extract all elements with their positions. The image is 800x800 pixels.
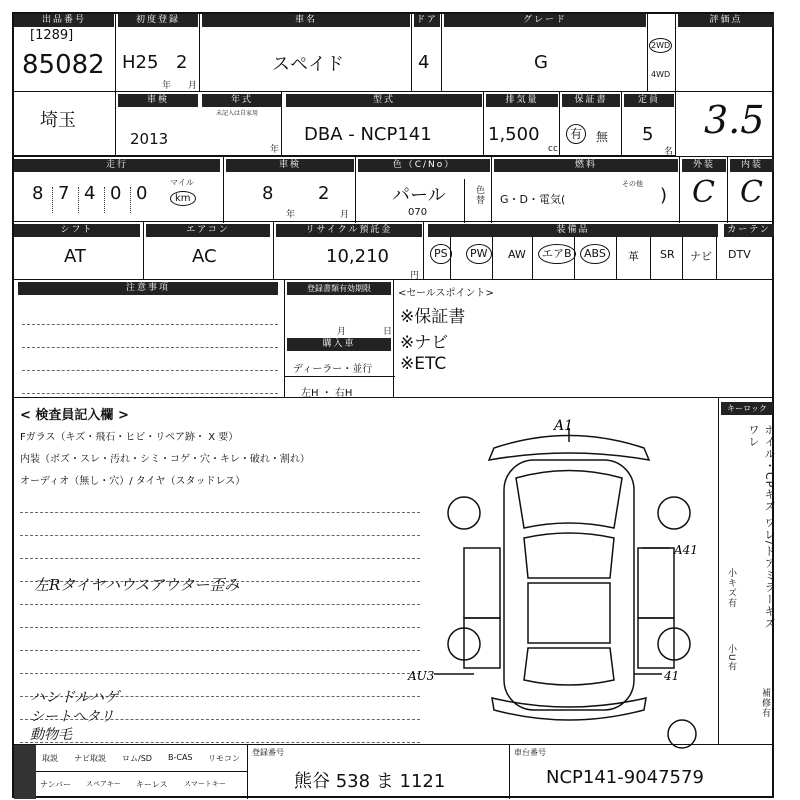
handwritten-note-2: ハンドルハゲ: [30, 688, 119, 706]
displacement-cell: [484, 92, 560, 156]
month-unit: 月: [188, 81, 198, 91]
diagram-label-a41: A41: [674, 543, 698, 557]
cc-unit: cc: [548, 144, 558, 154]
handwritten-note-1: 左Rタイヤハウスアウター歪み: [34, 576, 240, 594]
diagram-label-41: 41: [664, 669, 680, 683]
aircon-cell: [144, 222, 274, 280]
label-model: 型式: [286, 94, 482, 107]
year-unit: 年: [162, 81, 172, 91]
label-inspection2: 車検: [226, 159, 354, 172]
footer-remote: リモコン: [208, 754, 240, 763]
drive-4wd: 4WD: [651, 70, 671, 79]
color-side: [464, 179, 492, 223]
footer-manual: 取説: [42, 754, 58, 763]
inspection-month: 2: [318, 183, 330, 204]
mileage-digit-5: 0: [136, 183, 148, 204]
label-displacement: 排気量: [486, 94, 558, 107]
equipment-airbag: エアB: [538, 244, 576, 264]
footer-keyless: キーレス: [136, 780, 168, 789]
footer-rom-sd: ロム/SD: [122, 754, 152, 763]
label-fuel: 燃料: [494, 159, 678, 172]
expiry-day-unit: 日: [383, 327, 393, 337]
label-equipment: 装備品: [428, 224, 718, 237]
warranty-no: 無: [596, 130, 609, 144]
exterior: C: [692, 175, 715, 210]
model-cell: [282, 92, 484, 156]
label-score: 評価点: [678, 14, 774, 27]
color: パール: [392, 185, 446, 206]
side-panel: [718, 398, 774, 744]
label-year: 年式: [202, 94, 282, 107]
warranty-cell: [560, 92, 622, 156]
equipment-ps: PS: [430, 244, 452, 264]
equipment-navi: ナビ: [690, 250, 712, 263]
diagram-rear-window: [524, 648, 614, 685]
label-color: 色（C/No）: [358, 159, 490, 172]
label-shift: シフト: [14, 224, 140, 237]
label-inspection: 車検: [118, 94, 198, 107]
label-grade: グレード: [444, 14, 646, 27]
footer-chassis: [510, 745, 774, 799]
footer-bcas: B-CAS: [168, 753, 193, 762]
diagram-label-a1: A1: [554, 418, 574, 434]
diagram-body: [504, 460, 634, 710]
displacement: 1,500: [488, 124, 540, 145]
side-panel-sub-1: 小キズ有: [726, 568, 736, 608]
model-year: 2013: [130, 130, 169, 148]
registration-number: 熊谷 538 ま 1121: [294, 771, 446, 792]
sales-point-2: ※ナビ: [400, 333, 449, 353]
interior-cell: [728, 157, 774, 223]
car-name: スペイド: [272, 54, 344, 75]
label-car-name: 車名: [202, 14, 410, 27]
registration-label: 登録番号: [252, 748, 284, 757]
row-2: [14, 92, 676, 156]
label-lot: 出品番号: [14, 14, 114, 27]
exterior-cell: [680, 157, 728, 223]
label-capacity: 定員: [624, 94, 674, 107]
inspection-cell: [224, 157, 356, 223]
equipment-abs: ABS: [580, 244, 610, 264]
diagram-hood: [516, 471, 622, 529]
side-panel-header: キーロック: [721, 402, 773, 415]
shift-cell: [14, 222, 144, 280]
side-panel-text: ホイル・CPキズ ワレ/ドアミラーキズ ワレ: [747, 424, 776, 630]
car-name-cell: [200, 14, 412, 92]
recycle-fee: 10,210: [326, 246, 389, 267]
row-3: [14, 156, 774, 222]
warranty-yes: 有: [566, 124, 586, 144]
label-exterior: 外装: [682, 159, 726, 172]
footer-mark: [14, 745, 36, 799]
equipment-dtv: DTV: [728, 248, 751, 261]
diagram-rear-bumper: [492, 698, 646, 720]
drive-cell: [648, 14, 676, 92]
mileage-digit-2: 7: [58, 183, 70, 204]
inspection-year: 8: [262, 183, 274, 204]
mileage-digit-3: 4: [84, 183, 96, 204]
diagram-left-front-door: [464, 548, 500, 618]
label-interior: 内装: [730, 159, 774, 172]
lot-bracket: [1289]: [30, 28, 74, 43]
car-damage-diagram: [408, 418, 714, 738]
equipment-leather: 革: [628, 250, 639, 263]
doors: 4: [418, 52, 430, 73]
footer-navi-manual: ナビ取説: [74, 754, 106, 763]
capacity-cell: [622, 92, 676, 156]
equipment-cell: [424, 222, 774, 280]
diagram-label-au3: AU3: [408, 669, 435, 683]
fuel-close: ): [660, 185, 668, 206]
equipment-sr: SR: [660, 248, 675, 261]
inspection-year-unit: 年: [286, 210, 296, 220]
inspector-line-1: Fガラス（キズ・飛石・ヒビ・リペア跡・ X 要）: [20, 432, 239, 443]
footer-number-plate: ナンバー: [40, 780, 72, 789]
model-year-unit: 年: [270, 145, 280, 155]
era-year: H25: [122, 52, 159, 73]
inspector-area: [14, 398, 718, 744]
label-registration-expiry: 登録書類有効期限: [287, 282, 391, 295]
footer-spare-key: スペアキー: [86, 780, 121, 788]
reg-month: 2: [176, 52, 188, 73]
chassis-label: 車台番号: [514, 748, 546, 757]
chassis-number: NCP141-9047579: [546, 767, 704, 788]
diagram-wheel-rf: [658, 497, 690, 529]
diagram-roof: [528, 583, 610, 643]
shift: AT: [64, 246, 86, 267]
label-remarks: 注意事項: [18, 282, 278, 295]
fuel-cell: [492, 157, 680, 223]
label-recycle: リサイクル預託金: [276, 224, 422, 237]
mileage-cell: [14, 157, 224, 223]
purchase-value: ディーラー・並行: [293, 364, 373, 375]
unregistered-note: 未記入は自家用: [216, 110, 259, 117]
label-mileage: 走行: [14, 159, 220, 172]
label-aircon: エアコン: [146, 224, 270, 237]
row-4: [14, 222, 774, 280]
equipment-aw: AW: [508, 248, 526, 261]
grade: G: [534, 52, 548, 73]
footer-registration: [248, 745, 510, 799]
inspector-title: < 検査員記入欄 >: [20, 408, 129, 423]
lot-cell: [14, 14, 116, 92]
side-panel-sub-3: 補修有: [760, 688, 770, 718]
notes-row: [14, 280, 774, 398]
remarks-lines: [22, 302, 278, 394]
region-cell: [14, 92, 116, 156]
diagram-wheel-lf: [448, 497, 480, 529]
expiry-month-unit: 月: [337, 327, 347, 337]
color-no: 070: [408, 207, 428, 218]
mileage-digit-1: 8: [32, 183, 44, 204]
diagram-right-front-door: [638, 548, 674, 618]
yen-unit: 円: [410, 271, 420, 281]
drive-2wd: 2WD: [649, 38, 672, 53]
grade-cell: [442, 14, 648, 92]
label-purchase: 購入車: [287, 338, 391, 351]
interior: C: [740, 175, 763, 210]
fuel: G・D・電気(: [500, 193, 566, 206]
diagram-windshield: [524, 533, 614, 578]
door-cell: [412, 14, 442, 92]
footer: [14, 744, 774, 798]
warranty-box: [284, 280, 394, 398]
capacity: 5: [642, 124, 654, 145]
footer-items: [36, 745, 248, 799]
sales-point-1: ※保証書: [400, 307, 466, 327]
year-cell: [116, 92, 282, 156]
auction-sheet: [12, 12, 774, 798]
footer-smart-key: スマートキー: [184, 780, 226, 788]
unit-mile: マイル: [170, 178, 194, 187]
fuel-other: その他: [622, 180, 643, 188]
handwritten-note-3: シートヘタリ: [30, 709, 114, 725]
sales-point-3: ※ETC: [400, 354, 447, 374]
aircon: AC: [192, 246, 217, 267]
label-curtain: カーテン: [724, 224, 774, 237]
diagram-left-rear-door: [464, 618, 500, 668]
label-door: ドア: [414, 14, 440, 27]
inspector-line-2: 内装（ボズ・スレ・汚れ・シミ・コゲ・穴・キレ・破れ・割れ）: [20, 454, 310, 465]
score: 3.5: [704, 98, 765, 142]
handle-side: 左H ・ 右H: [301, 388, 353, 399]
capacity-unit: 名: [664, 147, 674, 157]
color-side-label: 色替: [474, 185, 484, 205]
label-first-reg: 初度登録: [118, 14, 198, 27]
color-cell: [356, 157, 492, 223]
inspector-line-3: オーディオ（無し・穴）/ タイヤ（スタッドレス）: [20, 476, 246, 487]
recycle-cell: [274, 222, 424, 280]
label-warranty: 保証書: [562, 94, 620, 107]
sales-point-label: <セールスポイント>: [398, 288, 494, 299]
lot-number: 85082: [22, 50, 105, 80]
first-reg-cell: [116, 14, 200, 92]
mileage-digit-4: 0: [110, 183, 122, 204]
inspection-month-unit: 月: [340, 210, 350, 220]
diagram-right-rear-door: [638, 618, 674, 668]
side-panel-sub-2: 小U有: [726, 644, 736, 672]
equipment-pw: PW: [466, 244, 492, 264]
handwritten-note-4: 動物毛: [30, 727, 72, 743]
unit-km: km: [170, 191, 196, 206]
model-code: DBA - NCP141: [304, 124, 432, 145]
region: 埼玉: [40, 110, 76, 131]
